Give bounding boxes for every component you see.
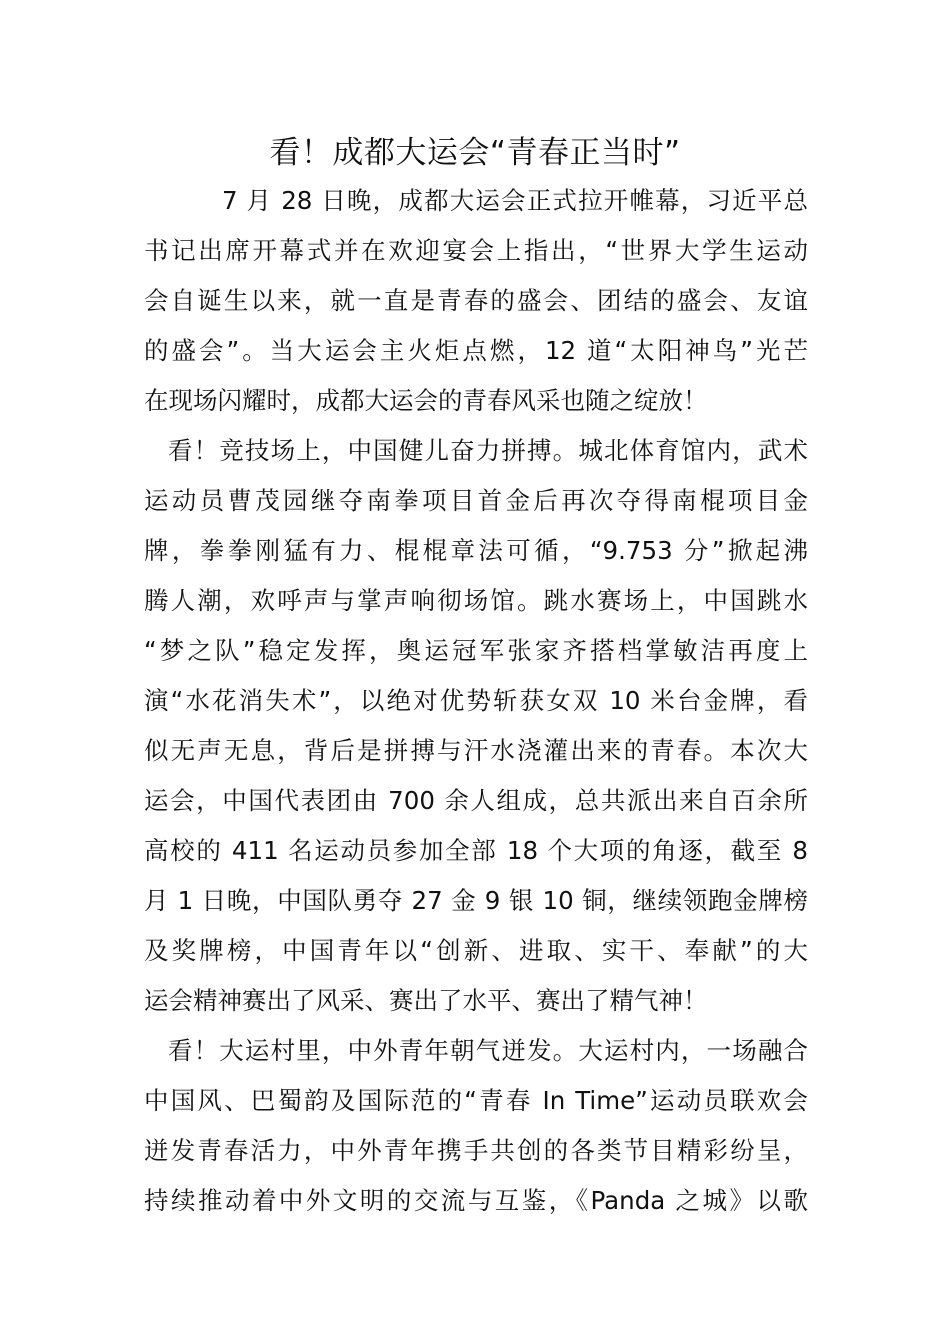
paragraph-line: 持续推动着中外文明的交流与互鉴，《Panda 之城》以歌 [144, 1186, 808, 1215]
paragraph-line: 高校的 411 名运动员参加全部 18 个大项的角逐，截至 8 [144, 836, 808, 865]
paragraph-line: 及奖牌榜，中国青年以“创新、进取、实干、奉献”的大 [144, 936, 808, 965]
paragraph-line: 月 1 日晚，中国队勇夺 27 金 9 银 10 铜，继续领跑金牌榜 [144, 886, 808, 915]
paragraph-line: 在现场闪耀时，成都大运会的青春风采也随之绽放！ [144, 386, 708, 415]
paragraph-line: 牌，拳拳刚猛有力、棍棍章法可循，“9.753 分”掀起沸 [144, 536, 808, 565]
paragraph-line: 运会精神赛出了风采、赛出了水平、赛出了精气神！ [144, 986, 708, 1015]
paragraph-line: 会自诞生以来，就一直是青春的盛会、团结的盛会、友谊 [144, 286, 808, 315]
paragraph-line: 看！大运村里，中外青年朝气迸发。大运村内，一场融合 [168, 1036, 808, 1065]
paragraph-line: 迸发青春活力，中外青年携手共创的各类节目精彩纷呈， [144, 1136, 808, 1165]
paragraph-line: 演“水花消失术”，以绝对优势斩获女双 10 米台金牌，看 [144, 686, 808, 715]
paragraph-line: 7 月 28 日晚，成都大运会正式拉开帷幕，习近平总 [222, 186, 808, 215]
paragraph-line: 中国风、巴蜀韵及国际范的“青春 In Time”运动员联欢会 [144, 1086, 808, 1115]
paragraph-line: 运会，中国代表团由 700 余人组成，总共派出来自百余所 [144, 786, 808, 815]
document-title: 看！成都大运会“青春正当时” [269, 135, 681, 171]
paragraph-line: “梦之队”稳定发挥，奥运冠军张家齐搭档掌敏洁再度上 [144, 636, 808, 665]
paragraph-line: 腾人潮，欢呼声与掌声响彻场馆。跳水赛场上，中国跳水 [144, 586, 808, 615]
paragraph-line: 书记出席开幕式并在欢迎宴会上指出，“世界大学生运动 [144, 236, 808, 265]
paragraph-line: 看！竞技场上，中国健儿奋力拼搏。城北体育馆内，武术 [168, 436, 808, 465]
paragraph-line: 似无声无息，背后是拼搏与汗水浇灌出来的青春。本次大 [144, 736, 808, 765]
paragraph-line: 的盛会”。当大运会主火炬点燃，12 道“太阳神鸟”光芒 [144, 336, 808, 365]
document-body [144, 176, 808, 1226]
paragraph-line: 运动员曹茂园继夺南拳项目首金后再次夺得南棍项目金 [144, 486, 808, 515]
